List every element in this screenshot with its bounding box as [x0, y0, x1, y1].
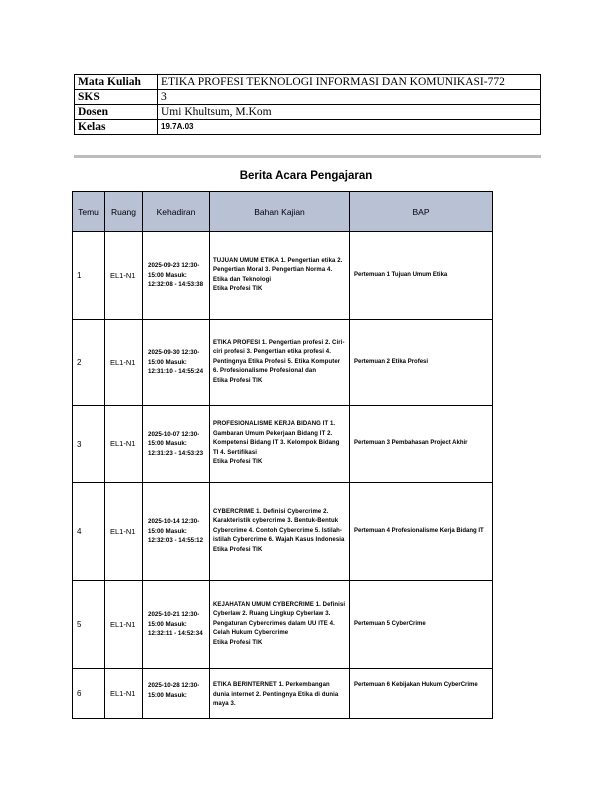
bap-entry: Pertemuan 3 Pembahasan Project Akhir — [350, 406, 493, 483]
study-material-topic: CYBERCRIME 1. Definisi Cybercrime 2. Karakteristik cybercrime 3. Bentuk-Bentuk Cybercrime 4. Contoh Cybercrime 5. Istilah-istilah Cybercrime 6. Wajah Kasus Indonesia — [213, 508, 345, 544]
course-value: ETIKA PROFESI TEKNOLOGI INFORMASI DAN KOMUNIKASI-772 — [158, 75, 541, 90]
meeting-number: 1 — [73, 232, 105, 320]
room: EL1-N1 — [105, 232, 143, 320]
course-row — [75, 75, 541, 90]
room: EL1-N1 — [105, 581, 143, 669]
table-row — [73, 483, 493, 581]
table-row — [73, 406, 493, 483]
study-material-topic: PROFESIONALISME KERJA BIDANG IT 1. Gambaran Umum Pekerjaan Bidang IT 2. Kompetensi Bidang IT 3. Kelompok Bidang TI 4. Sertifikasi — [213, 421, 340, 456]
study-material — [210, 483, 350, 581]
class-label: Kelas — [75, 120, 158, 135]
study-material-topic: TUJUAN UMUM ETIKA 1. Pengertian etika 2. Pengertian Moral 3. Pengertian Norma 4. Etika dan Teknologi — [213, 257, 343, 283]
table-row — [73, 581, 493, 669]
study-material — [210, 406, 350, 483]
lecturer-value: Umi Khultsum, M.Kom — [158, 105, 541, 120]
study-material-topic: ETIKA BERINTERNET 1. Perkembangan dunia internet 2. Pentingnya Etika di dunia maya 3. — [213, 682, 339, 707]
study-material-topic: KEJAHATAN UMUM CYBERCRIME 1. Definisi Cyberlaw 2. Ruang Lingkup Cyberlaw 3. Pengaturan Cybercrimes dalam UU ITE 4. Celah Hukum Cybercrime — [213, 601, 346, 637]
lecturer-row — [75, 105, 541, 120]
table-row — [73, 320, 493, 406]
bap-entry: Pertemuan 4 Profesionalisme Kerja Bidang IT — [350, 483, 493, 581]
col-header-bahan-kajian: Bahan Kajian — [210, 192, 350, 232]
table-row — [73, 232, 493, 320]
bap-entry: Pertemuan 2 Etika Profesi — [350, 320, 493, 406]
table-header-row — [73, 192, 493, 232]
room: EL1-N1 — [105, 406, 143, 483]
table-row — [73, 669, 493, 719]
meeting-number: 4 — [73, 483, 105, 581]
attendance: 2025-09-30 12:30-15:00 Masuk: 12:31:10 - 14:55:24 — [143, 320, 210, 406]
study-material-course: Etika Profesi TIK — [213, 639, 263, 646]
teaching-record-table — [72, 191, 493, 719]
study-material-course: Etika Profesi TIK — [213, 286, 263, 292]
study-material-course: Etika Profesi TIK — [213, 459, 263, 466]
class-row — [75, 120, 541, 135]
course-label: Mata Kuliah — [75, 75, 158, 90]
bap-entry: Pertemuan 1 Tujuan Umum Etika — [350, 232, 493, 320]
meeting-number: 2 — [73, 320, 105, 406]
room: EL1-N1 — [105, 320, 143, 406]
study-material — [210, 581, 350, 669]
col-header-ruang: Ruang — [105, 192, 143, 232]
study-material-topic: ETIKA PROFESI 1. Pengertian profesi 2. Ciri-ciri profesi 3. Pengertian etika profesi 4. Pentingnya Etika Profesi 5. Etika Komputer 6. Profesionalisme Profesional dan — [213, 339, 345, 375]
bap-entry: Pertemuan 5 CyberCrime — [350, 581, 493, 669]
meeting-number: 3 — [73, 406, 105, 483]
col-header-kehadiran: Kehadiran — [143, 192, 210, 232]
room: EL1-N1 — [105, 669, 143, 719]
class-value: 19.7A.03 — [158, 120, 541, 135]
lecturer-label: Dosen — [75, 105, 158, 120]
bap-entry: Pertemuan 6 Kebijakan Hukum CyberCrime — [350, 669, 493, 719]
study-material-course: Etika Profesi TIK — [213, 546, 263, 553]
attendance: 2025-10-28 12:30-15:00 Masuk: — [143, 669, 210, 719]
attendance: 2025-10-07 12:30-15:00 Masuk: 12:31:23 - 14:53:23 — [143, 406, 210, 483]
meeting-number: 5 — [73, 581, 105, 669]
sks-label: SKS — [75, 90, 158, 105]
course-info-table — [74, 74, 541, 135]
room: EL1-N1 — [105, 483, 143, 581]
study-material-course: Etika Profesi TIK — [213, 377, 263, 384]
study-material — [210, 669, 350, 719]
page-title: Berita Acara Pengajaran — [239, 170, 373, 182]
col-header-temu: Temu — [73, 192, 105, 232]
sks-row — [75, 90, 541, 105]
sks-value: 3 — [158, 90, 541, 105]
study-material — [210, 320, 350, 406]
attendance: 2025-09-23 12:30-15:00 Masuk: 12:32:08 - 14:53:38 — [143, 232, 210, 320]
col-header-bap: BAP — [350, 192, 493, 232]
attendance: 2025-10-21 12:30-15:00 Masuk: 12:32:11 - 14:52:34 — [143, 581, 210, 669]
attendance: 2025-10-14 12:30-15:00 Masuk: 12:32:03 - 14:55:12 — [143, 483, 210, 581]
section-divider — [74, 155, 541, 158]
meeting-number: 6 — [73, 669, 105, 719]
study-material — [210, 232, 350, 320]
